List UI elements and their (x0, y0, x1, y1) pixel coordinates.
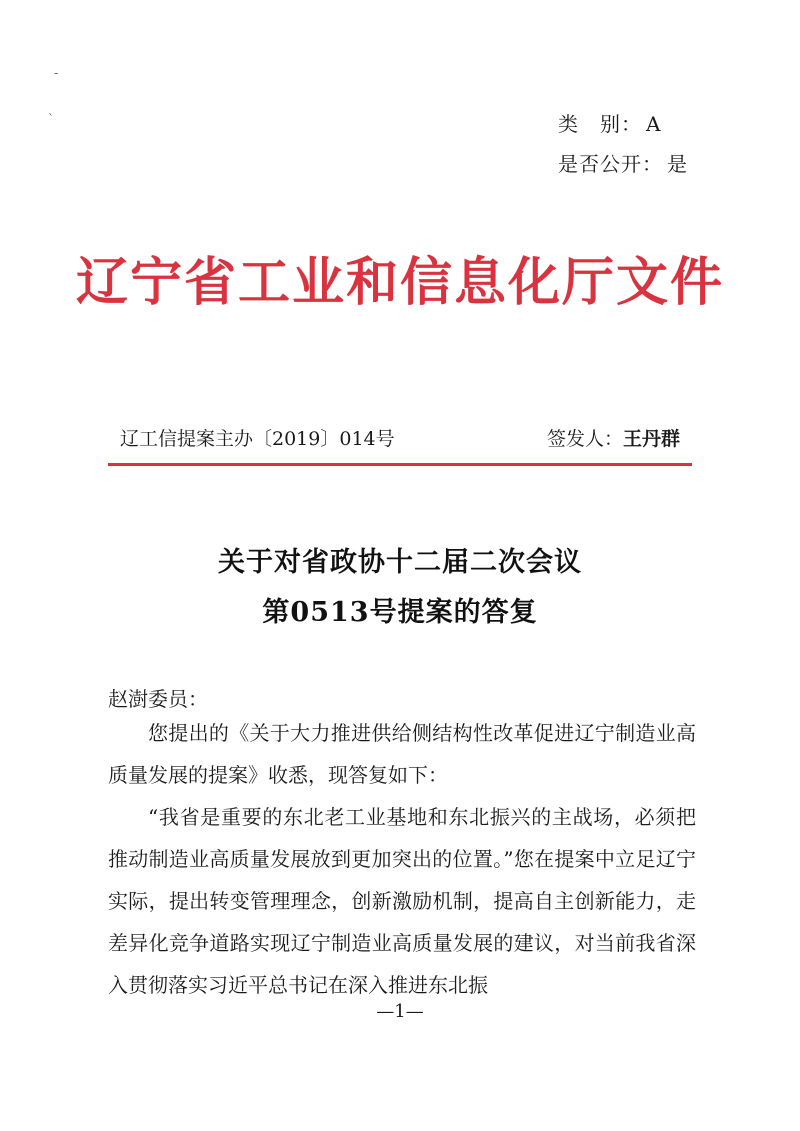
scan-speck: - (54, 66, 59, 80)
signer-name: 王丹群 (623, 428, 681, 450)
category-label: 类 别： (558, 112, 642, 136)
scan-speck: ` (48, 112, 54, 126)
category-row (558, 108, 661, 137)
signer (547, 424, 680, 451)
red-divider (108, 463, 692, 466)
public-label: 是否公开： (558, 152, 663, 176)
paragraph-1: 您提出的《关于大力推进供给侧结构性改革促进辽宁制造业高质量发展的提案》收悉，现答复如下： (108, 721, 696, 787)
document-number: 辽工信提案主办〔2019〕014号 (120, 428, 395, 450)
salutation: 赵澍委员： (108, 687, 208, 711)
category-value: A (646, 112, 662, 136)
page-number: —1— (376, 1001, 424, 1022)
public-value: 是 (667, 152, 688, 176)
title-line-1: 关于对省政协十二届二次会议 (218, 547, 582, 578)
title-line-2: 第0513号提案的答复 (262, 597, 538, 628)
public-row (558, 148, 688, 177)
paragraph-2: “我省是重要的东北老工业基地和东北振兴的主战场，必须把推动制造业高质量发展放到更加突出的位置。”您在提案中立足辽宁实际，提出转变管理理念，创新激励机制，提高自主创新能力，走差异化竞争道路实现辽宁制造业高质量发展的建议，对当前我省深入贯彻落实习近平总书记在深入推进东北振 (108, 805, 696, 997)
signer-label: 签发人： (547, 428, 624, 450)
issuer-header: 辽宁省工业和信息化厅文件 (75, 252, 724, 313)
